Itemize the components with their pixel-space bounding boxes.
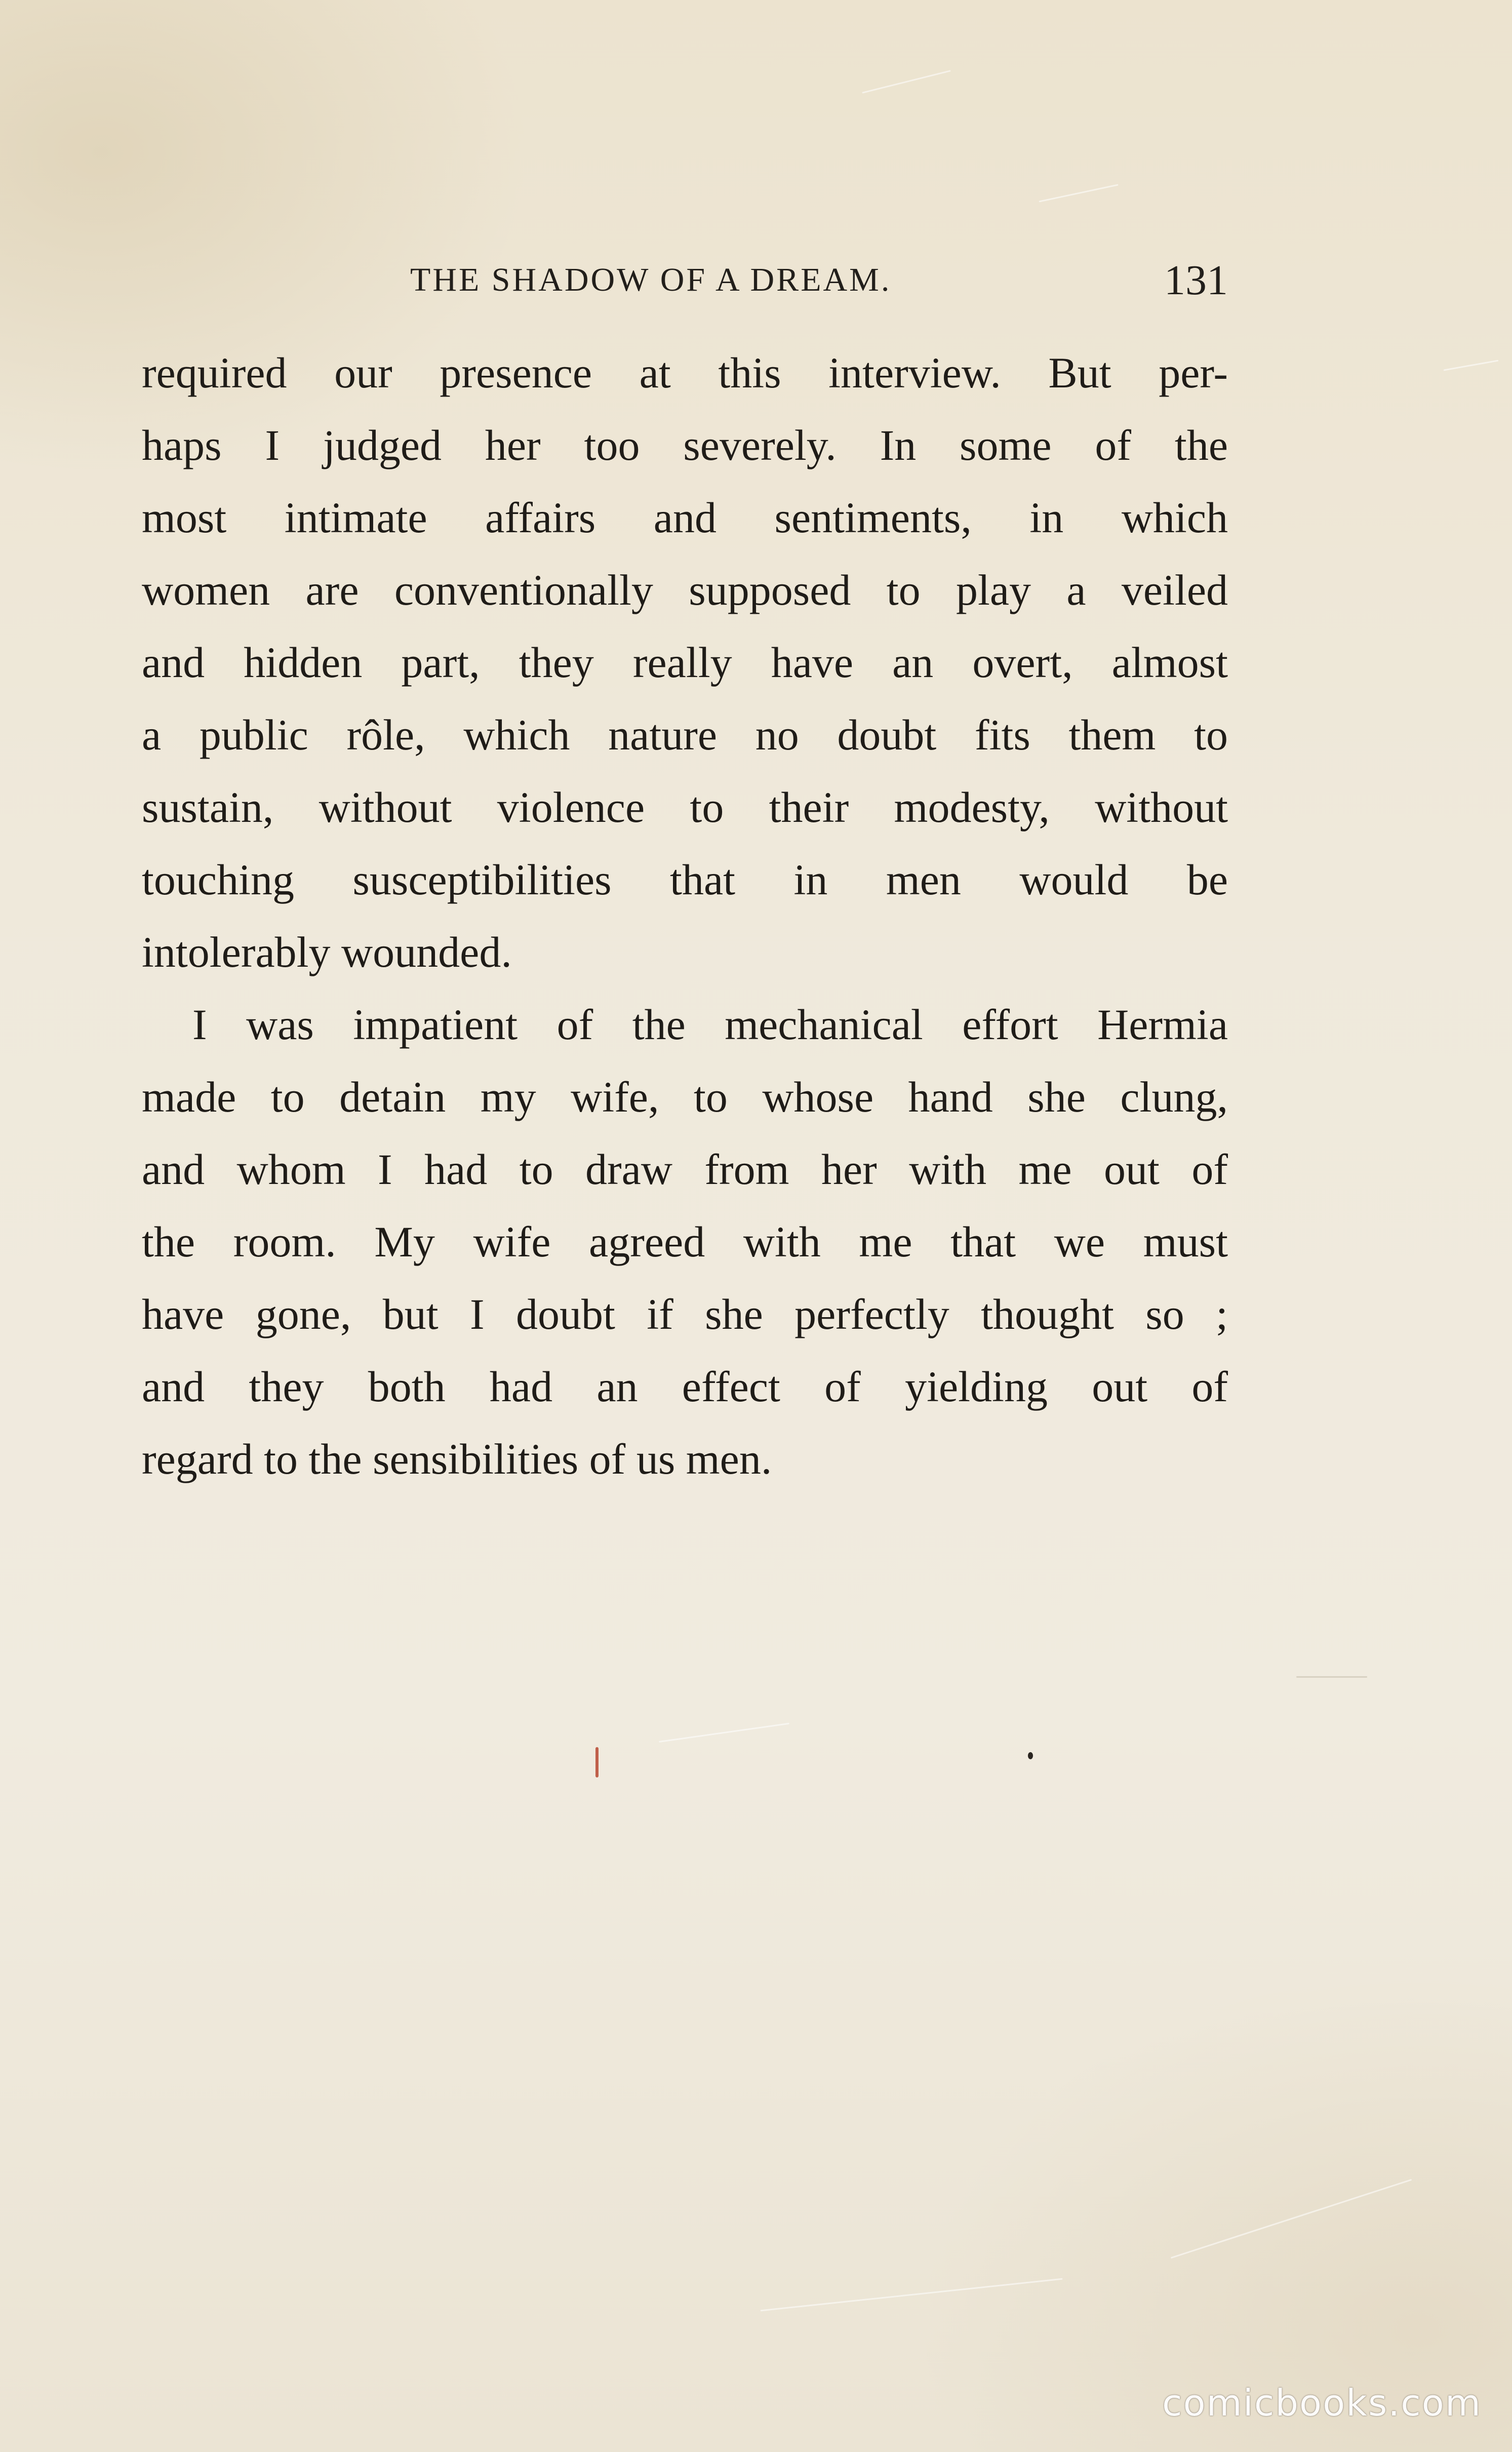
text-line: I was impatient of the mechanical effort Hermia [192, 1000, 1228, 1049]
text-line: intolerably wounded. [142, 928, 512, 976]
running-title: THE SHADOW OF A DREAM. [410, 261, 892, 298]
text-line: haps I judged her too severely. In some of the [142, 421, 1228, 469]
text-line: most intimate affairs and sentiments, in which [142, 493, 1228, 542]
paragraph [142, 988, 1228, 1495]
body-text [142, 337, 1228, 1495]
text-line: required our presence at this interview. But per- [142, 348, 1228, 397]
text-line: sustain, without violence to their modesty, without [142, 783, 1228, 832]
text-line: and whom I had to draw from her with me out of [142, 1145, 1228, 1194]
paper-speck [595, 1747, 599, 1777]
text-line: and they both had an effect of yielding out of [142, 1362, 1228, 1411]
paper-speck [1028, 1752, 1033, 1759]
text-line: made to detain my wife, to whose hand she clung, [142, 1073, 1228, 1121]
paper-scratch [1296, 1676, 1367, 1678]
text-line: the room. My wife agreed with me that we must [142, 1217, 1228, 1266]
page-number: 131 [1164, 257, 1228, 304]
text-line: women are conventionally supposed to play a veiled [142, 566, 1228, 614]
running-header [142, 256, 1228, 311]
text-line: touching susceptibilities that in men would be [142, 855, 1228, 904]
paper-scratch [1444, 360, 1499, 371]
paragraph [142, 337, 1228, 988]
text-line: have gone, but I doubt if she perfectly thought so ; [142, 1290, 1228, 1338]
paper-scratch [659, 1723, 789, 1743]
text-line: a public rôle, which nature no doubt fits them to [142, 710, 1228, 759]
watermark: comicbooks.com [1162, 2382, 1482, 2424]
text-line: and hidden part, they really have an overt, almost [142, 638, 1228, 687]
paper-scratch [862, 70, 950, 93]
paper-scratch [1039, 184, 1118, 202]
text-line: regard to the sensibilities of us men. [142, 1435, 772, 1483]
paper-scratch [760, 2278, 1062, 2312]
paper-scratch [1171, 2179, 1412, 2259]
